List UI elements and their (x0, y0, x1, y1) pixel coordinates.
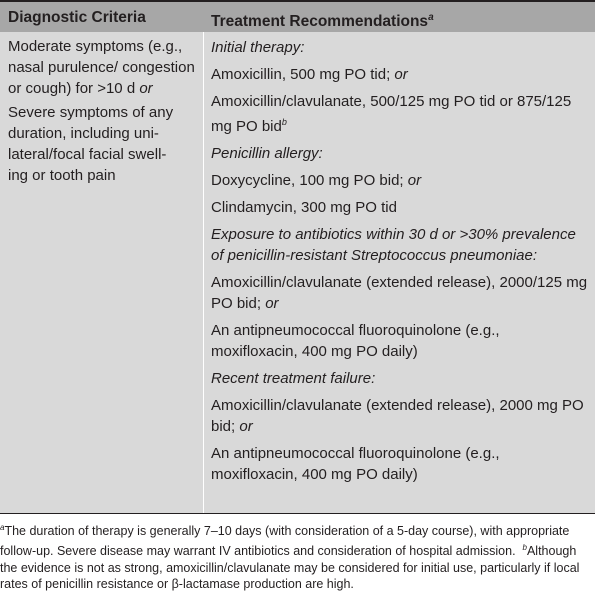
treatment-item: Doxycycline, 100 mg PO bid; or (211, 172, 422, 189)
treatment-item: An antipneumococcal fluoroquinolone (e.g., moxifloxacin, 400 mg PO daily) (211, 322, 500, 360)
footnote-mark-a: a (428, 12, 434, 23)
treatment-item: Amoxicillin/clavulanate, 500/125 mg PO tid or 875/125 mg PO bid$^b$ (211, 93, 572, 135)
criterion-severe: Severe symptoms of any duration, including uni- lateral/focal facial swell- ing or tooth pain (8, 104, 174, 184)
footnote-a-mark: a (0, 523, 5, 532)
initial-therapy-heading: Initial therapy: (211, 39, 305, 56)
footnote-mark-b: b (281, 117, 287, 127)
treatment-item: Clindamycin, 300 mg PO tid (211, 199, 397, 216)
footnote-b: Although the evidence is not as strong, amoxicillin/clavulanate may be considered for initial use, particularly if local rates of penicillin resistance or β-lactamase production are high. (0, 543, 580, 592)
table-bottom-rule (0, 513, 595, 514)
column-divider (203, 32, 204, 513)
header-treatment-recommendations: Treatment Recommendations$^a$ (211, 12, 434, 31)
treatment-failure-heading: Recent treatment failure: (211, 370, 376, 387)
footnote-text (0, 520, 595, 593)
treatment-item: An antipneumococcal fluoroquinolone (e.g., moxifloxacin, 400 mg PO daily) (211, 445, 500, 483)
table-header (0, 0, 595, 32)
treatment-item: Amoxicillin, 500 mg PO tid; or (211, 66, 408, 83)
footnote-a: The duration of therapy is generally 7–10 days (with consideration of a 5-day course), with appropriate follow-up. Severe disease may warrant IV antibiotics and consideration of hospital admission. (0, 524, 570, 558)
treatment-item: Amoxicillin/clavulanate (extended release), 2000 mg PO bid; or (211, 397, 584, 435)
exposure-heading: Exposure to antibiotics within 30 d or >30% prevalence of penicillin-resistant Streptococcus pneumoniae: (211, 226, 576, 264)
treatment-recommendations-cell (211, 36, 589, 490)
penicillin-allergy-heading: Penicillin allergy: (211, 145, 323, 162)
footnotes (0, 520, 595, 593)
diagnostic-criteria-cell (8, 36, 198, 189)
treatment-item: Amoxicillin/clavulanate (extended release), 2000/125 mg PO bid; or (211, 274, 588, 312)
header-diagnostic-criteria: Diagnostic Criteria (8, 9, 146, 26)
footnote-b-mark: b (522, 542, 527, 552)
criterion-moderate: Moderate symptoms (e.g., nasal purulence/ congestion or cough) for >10 d or (8, 38, 195, 97)
